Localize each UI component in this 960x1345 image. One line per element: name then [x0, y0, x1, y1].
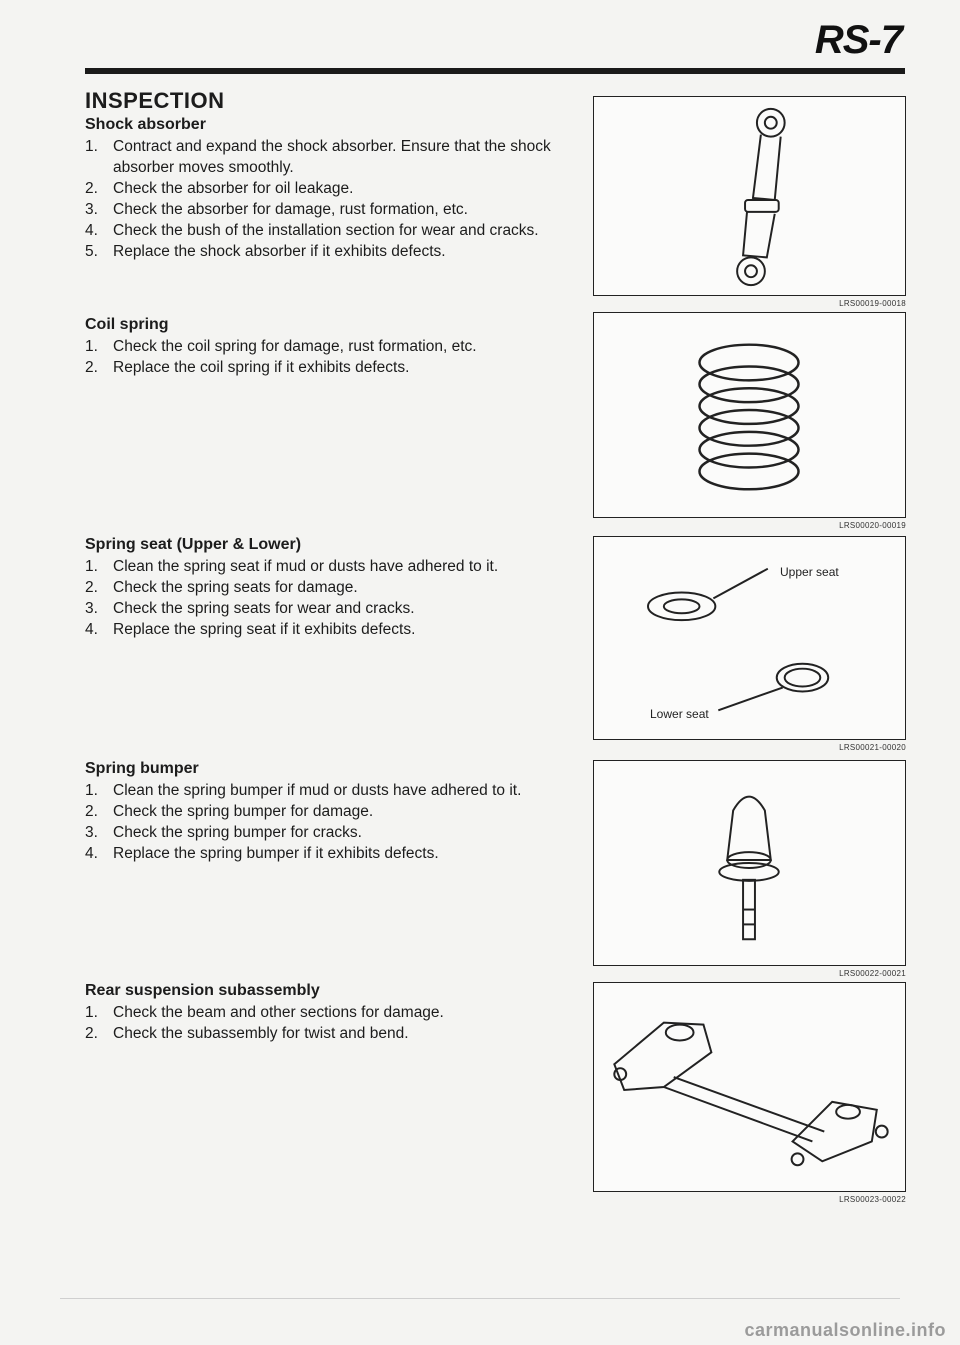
figure-id: LRS00021-00020: [839, 743, 906, 752]
step-number: 2.: [85, 579, 98, 596]
header-rule: [85, 68, 905, 74]
rear-suspension-illustration: [594, 983, 905, 1191]
list-item: [85, 178, 565, 199]
step-number: 3.: [85, 600, 98, 617]
step-number: 2.: [85, 1025, 98, 1042]
step-text: Contract and expand the shock absorber. Ensure that the shock absorber moves smoothly.: [113, 138, 551, 176]
upper-seat-label: Upper seat: [780, 565, 839, 579]
figure-id: LRS00022-00021: [839, 969, 906, 978]
list-item: [85, 199, 565, 220]
step-text: Check the bush of the installation section for wear and cracks.: [113, 222, 539, 239]
step-number: 1.: [85, 338, 98, 355]
step-list: [85, 1002, 565, 1044]
step-number: 1.: [85, 782, 98, 799]
figure-shock-absorber: [593, 96, 906, 296]
list-item: [85, 136, 565, 178]
section-rear-suspension: [85, 982, 565, 1044]
step-number: 3.: [85, 201, 98, 218]
step-number: 2.: [85, 803, 98, 820]
step-number: 2.: [85, 359, 98, 376]
shock-absorber-illustration: [594, 97, 905, 295]
coil-spring-illustration: [594, 313, 905, 517]
step-number: 5.: [85, 243, 98, 260]
section-title: Spring seat (Upper & Lower): [85, 536, 302, 553]
step-text: Check the absorber for oil leakage.: [113, 180, 354, 197]
list-item: [85, 1002, 565, 1023]
section-shock-absorber: [85, 116, 565, 262]
step-number: 1.: [85, 558, 98, 575]
list-item: [85, 357, 565, 378]
step-number: 1.: [85, 1004, 98, 1021]
section-coil-spring: [85, 316, 565, 378]
section-title: Rear suspension subassembly: [85, 982, 320, 999]
step-list: [85, 136, 565, 262]
section-spring-bumper: [85, 760, 565, 864]
list-item: [85, 801, 565, 822]
figure-id: LRS00020-00019: [839, 521, 906, 530]
step-number: 2.: [85, 180, 98, 197]
list-item: [85, 843, 565, 864]
list-item: [85, 598, 565, 619]
figure-coil-spring: [593, 312, 906, 518]
step-text: Check the spring seats for damage.: [113, 579, 358, 596]
step-text: Check the spring bumper for damage.: [113, 803, 374, 820]
step-text: Check the spring bumper for cracks.: [113, 824, 362, 841]
figure-id: LRS00019-00018: [839, 299, 906, 308]
step-text: Replace the spring seat if it exhibits defects.: [113, 621, 416, 638]
step-text: Check the spring seats for wear and cracks.: [113, 600, 415, 617]
step-text: Check the coil spring for damage, rust formation, etc.: [113, 338, 477, 355]
step-text: Check the beam and other sections for damage.: [113, 1004, 444, 1021]
lower-seat-label: Lower seat: [650, 707, 709, 721]
section-title: Shock absorber: [85, 116, 206, 133]
list-item: [85, 1023, 565, 1044]
section-title: Spring bumper: [85, 760, 199, 777]
page-heading: INSPECTION: [85, 88, 225, 113]
step-text: Replace the coil spring if it exhibits defects.: [113, 359, 410, 376]
step-text: Check the absorber for damage, rust formation, etc.: [113, 201, 468, 218]
step-text: Check the subassembly for twist and bend.: [113, 1025, 409, 1042]
list-item: [85, 822, 565, 843]
figure-spring-bumper: [593, 760, 906, 966]
step-list: [85, 336, 565, 378]
spring-bumper-illustration: [594, 761, 905, 965]
footer-rule: [60, 1298, 900, 1299]
list-item: [85, 619, 565, 640]
step-number: 4.: [85, 222, 98, 239]
list-item: [85, 220, 565, 241]
list-item: [85, 780, 565, 801]
step-number: 1.: [85, 138, 98, 155]
step-text: Clean the spring bumper if mud or dusts have adhered to it.: [113, 782, 522, 799]
list-item: [85, 241, 565, 262]
figure-id: LRS00023-00022: [839, 1195, 906, 1204]
step-number: 4.: [85, 621, 98, 638]
step-text: Replace the spring bumper if it exhibits defects.: [113, 845, 439, 862]
figure-rear-suspension: [593, 982, 906, 1192]
step-text: Replace the shock absorber if it exhibits defects.: [113, 243, 446, 260]
step-number: 3.: [85, 824, 98, 841]
step-text: Clean the spring seat if mud or dusts have adhered to it.: [113, 558, 499, 575]
figure-spring-seat: [593, 536, 906, 740]
list-item: [85, 556, 565, 577]
step-list: [85, 780, 565, 864]
list-item: [85, 577, 565, 598]
section-spring-seat: [85, 536, 565, 640]
section-title: Coil spring: [85, 316, 169, 333]
spring-seat-illustration: [594, 537, 905, 739]
step-list: [85, 556, 565, 640]
step-number: 4.: [85, 845, 98, 862]
page-code: RS-7: [814, 18, 902, 62]
list-item: [85, 336, 565, 357]
watermark: carmanualsonline.info: [744, 1320, 946, 1340]
